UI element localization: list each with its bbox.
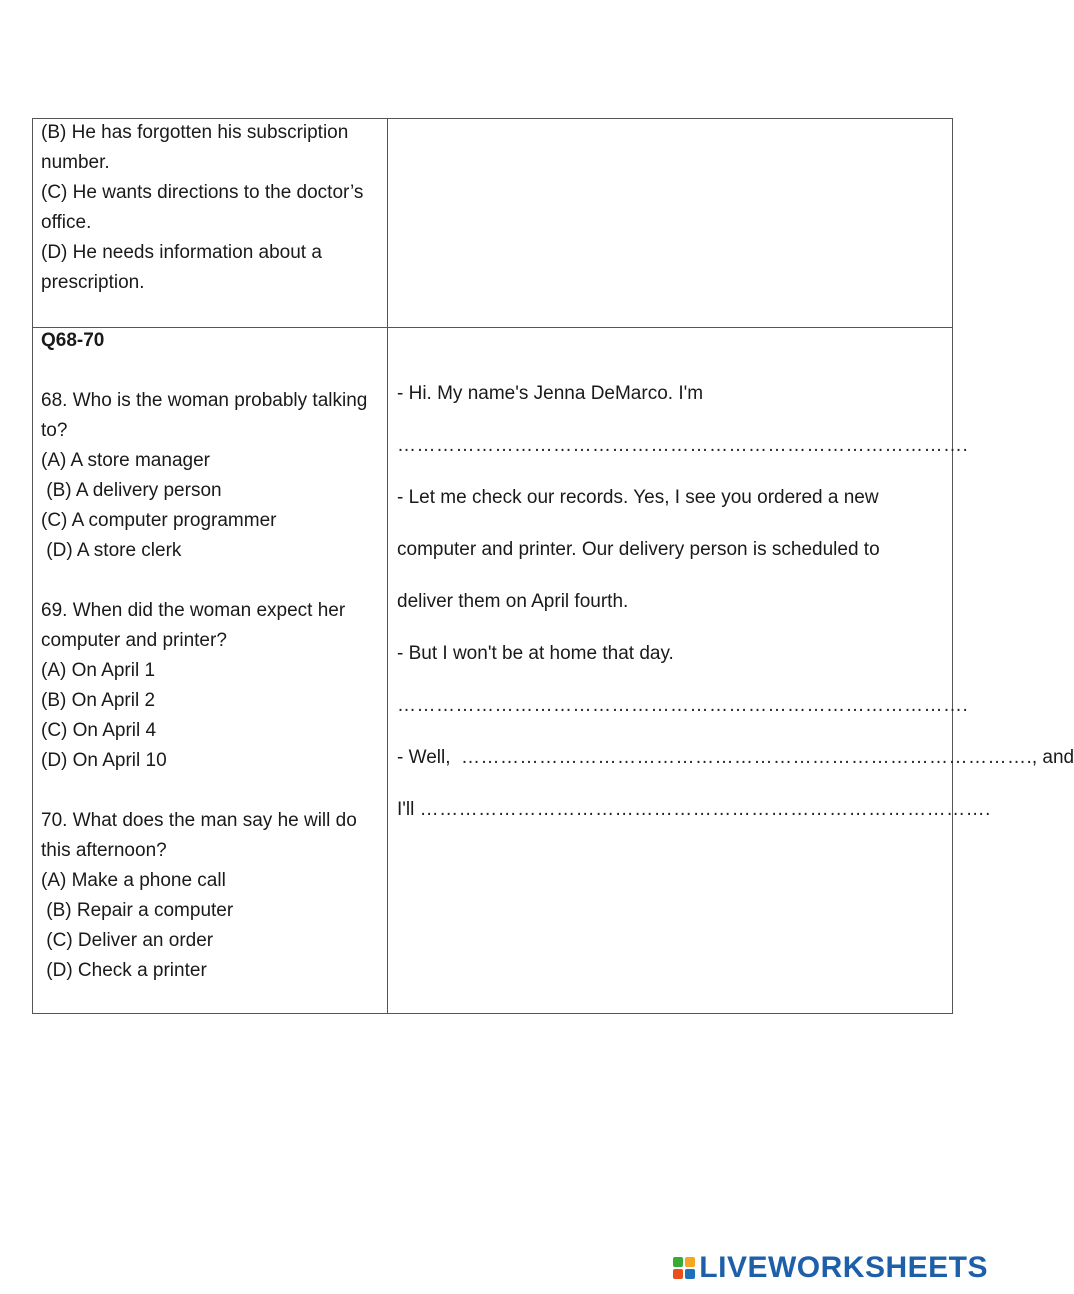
question-68-option: (C) A computer programmer: [41, 510, 277, 531]
question-70-option: (A) Make a phone call: [41, 870, 226, 891]
transcript-line: [397, 732, 1074, 784]
table-row: [33, 328, 953, 1014]
option-line: number.: [41, 152, 110, 173]
transcript-line: - But I won't be at home that day.: [397, 643, 674, 664]
transcript-line: computer and printer. Our delivery person is scheduled to: [397, 539, 880, 560]
transcript-line: - Hi. My name's Jenna DeMarco. I'm: [397, 383, 704, 404]
option-line: (D) He needs information about a: [41, 242, 322, 263]
logo-square-icon: [685, 1257, 695, 1267]
question-70-option: (B) Repair a computer: [41, 900, 234, 921]
fill-in-blank[interactable]: …………………………………………………………………………….: [419, 799, 991, 820]
table-row: [33, 119, 953, 328]
logo-square-icon: [673, 1269, 683, 1279]
question-68-text: 68. Who is the woman probably talking: [41, 390, 368, 411]
question-70-option: (D) Check a printer: [41, 960, 207, 981]
logo-text: LIVEWORKSHEETS: [699, 1251, 988, 1284]
liveworksheets-logo-icon: [673, 1257, 695, 1279]
fill-in-blank[interactable]: ……………………………………………………………………………: [461, 747, 1027, 768]
fill-in-blank[interactable]: …………………………………………………………………………….: [397, 435, 969, 456]
fill-in-blank[interactable]: …………………………………………………………………………….: [397, 695, 969, 716]
transcript-line: deliver them on April fourth.: [397, 591, 629, 612]
question-69-option: (A) On April 1: [41, 660, 156, 681]
worksheet-table: [32, 118, 1074, 1014]
question-70-option: (C) Deliver an order: [41, 930, 214, 951]
question-68-text: to?: [41, 420, 68, 441]
transcript-text: - Well,: [397, 747, 462, 768]
option-line: (B) He has forgotten his subscription: [41, 122, 349, 143]
question-cell: [33, 328, 388, 1014]
transcript-line: [397, 784, 991, 836]
option-line: prescription.: [41, 272, 145, 293]
question-cell: [33, 119, 388, 328]
question-68-option: (D) A store clerk: [41, 540, 182, 561]
question-group-heading: Q68-70: [41, 330, 105, 351]
question-69-text: 69. When did the woman expect her: [41, 600, 346, 621]
transcript-text: I'll: [397, 799, 420, 820]
question-69-option: (C) On April 4: [41, 720, 157, 741]
transcript-text: ., and: [1026, 747, 1074, 768]
question-69-text: computer and printer?: [41, 630, 227, 651]
question-68-option: (B) A delivery person: [41, 480, 222, 501]
question-70-text: this afternoon?: [41, 840, 167, 861]
question-69-option: (D) On April 10: [41, 750, 167, 771]
transcript-line: - Let me check our records. Yes, I see you ordered a new: [397, 487, 879, 508]
liveworksheets-logo: [673, 1252, 988, 1284]
question-70-text: 70. What does the man say he will do: [41, 810, 357, 831]
transcript-cell: [388, 328, 1074, 1014]
option-line: office.: [41, 212, 92, 233]
question-69-option: (B) On April 2: [41, 690, 156, 711]
question-68-option: (A) A store manager: [41, 450, 210, 471]
option-line: (C) He wants directions to the doctor’s: [41, 182, 364, 203]
logo-square-icon: [673, 1257, 683, 1267]
logo-square-icon: [685, 1269, 695, 1279]
transcript-cell-empty: [388, 119, 953, 328]
